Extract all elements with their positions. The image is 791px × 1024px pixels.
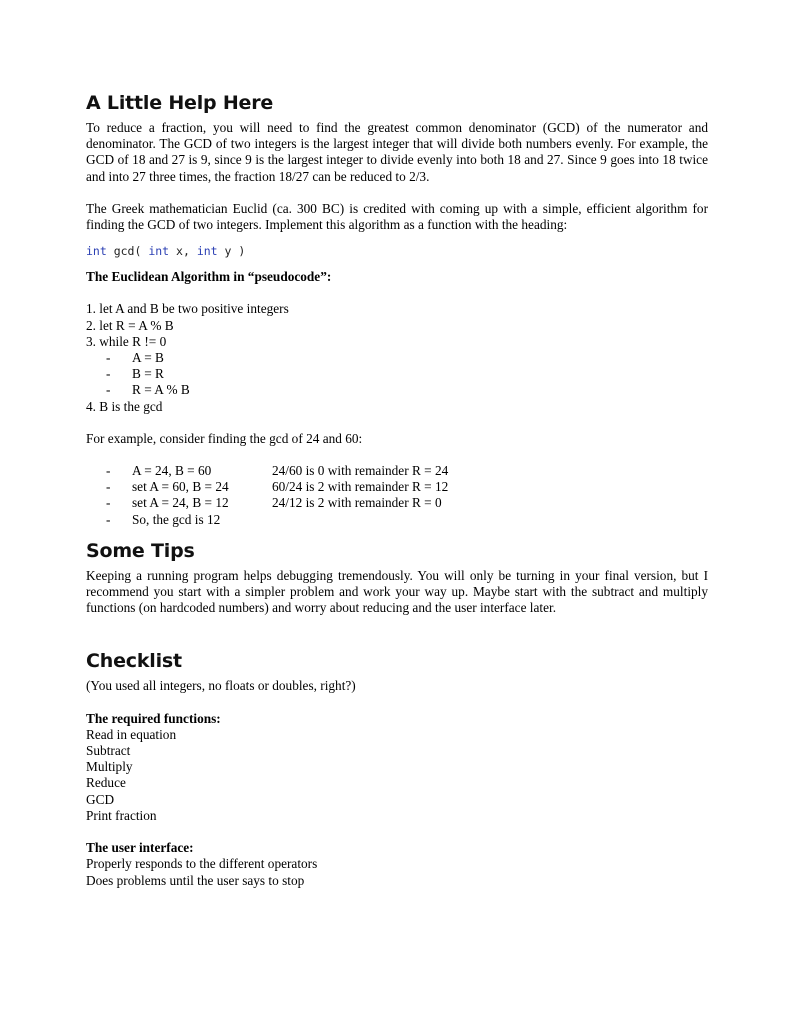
example-row: - set A = 60, B = 24 60/24 is 2 with remainder R = 12 — [106, 479, 449, 495]
section-title-tips: Some Tips — [86, 539, 195, 562]
gcd-intro-paragraph: To reduce a fraction, you will need to find the greatest common denominator (GCD) of the numerator and denominator. The GCD of two integers is the largest integer that will divide both numbers evenly. For example, the GCD of 18 and 27 is 9, since 9 is the largest integer to divide evenly into both 18 and 27. Since 9 goes into 18 twice and into 27 three times, the fraction 18/27 can be reduced to 2/3. — [86, 120, 708, 184]
code-fn: gcd( — [106, 244, 149, 259]
checklist-note: (You used all integers, no floats or doubles, right?) — [86, 678, 356, 694]
functions-heading: The required functions: — [86, 710, 221, 726]
function-item: Subtract — [86, 743, 131, 759]
code-keyword: int — [86, 244, 107, 259]
ui-item: Properly responds to the different operators — [86, 856, 318, 872]
pseudocode-steps — [86, 301, 708, 414]
step-1: 1. let A and B be two positive integers — [86, 301, 289, 317]
code-keyword: int — [196, 244, 218, 259]
substep: - R = A % B — [106, 382, 190, 398]
code-param-y: y ) — [217, 244, 246, 259]
example-row: - set A = 24, B = 12 24/12 is 2 with remainder R = 0 — [106, 495, 442, 511]
function-item: Print fraction — [86, 807, 157, 823]
pseudocode-heading: The Euclidean Algorithm in “pseudocode”: — [86, 269, 332, 285]
function-item: Read in equation — [86, 726, 177, 742]
code-param-x: x, — [169, 244, 197, 259]
example-intro: For example, consider finding the gcd of 24 and 60: — [86, 430, 363, 446]
example-row: - A = 24, B = 60 24/60 is 0 with remainder R = 24 — [106, 463, 449, 479]
tips-paragraph: Keeping a running program helps debugging tremendously. You will only be turning in your final version, but I recommend you start with a simpler problem and work your way up. Maybe start with the subtract and multiply functions (on hardcoded numbers) and worry about reducing and the user interface later. — [86, 567, 708, 616]
function-item: Multiply — [86, 759, 133, 775]
section-title-help: A Little Help Here — [86, 92, 274, 114]
euclid-paragraph: The Greek mathematician Euclid (ca. 300 BC) is credited with coming up with a simple, efficient algorithm for finding the GCD of two integers. Implement this algorithm as a function with the heading: — [86, 200, 708, 233]
substep: - B = R — [106, 366, 164, 382]
example-row: - So, the gcd is 12 — [106, 511, 221, 527]
step-3: 3. while R != 0 — [86, 333, 167, 349]
function-item: GCD — [86, 791, 115, 807]
document-page — [86, 92, 708, 889]
ui-item: Does problems until the user says to stop — [86, 872, 305, 888]
code-keyword: int — [148, 244, 170, 259]
substep: - A = B — [106, 350, 164, 366]
step-2: 2. let R = A % B — [86, 317, 174, 333]
function-item: Reduce — [86, 775, 126, 791]
section-title-checklist: Checklist — [86, 650, 182, 673]
ui-heading: The user interface: — [86, 840, 194, 856]
gcd-function-heading — [86, 243, 708, 259]
example-trace — [86, 463, 708, 528]
step-4: 4. B is the gcd — [86, 398, 163, 414]
